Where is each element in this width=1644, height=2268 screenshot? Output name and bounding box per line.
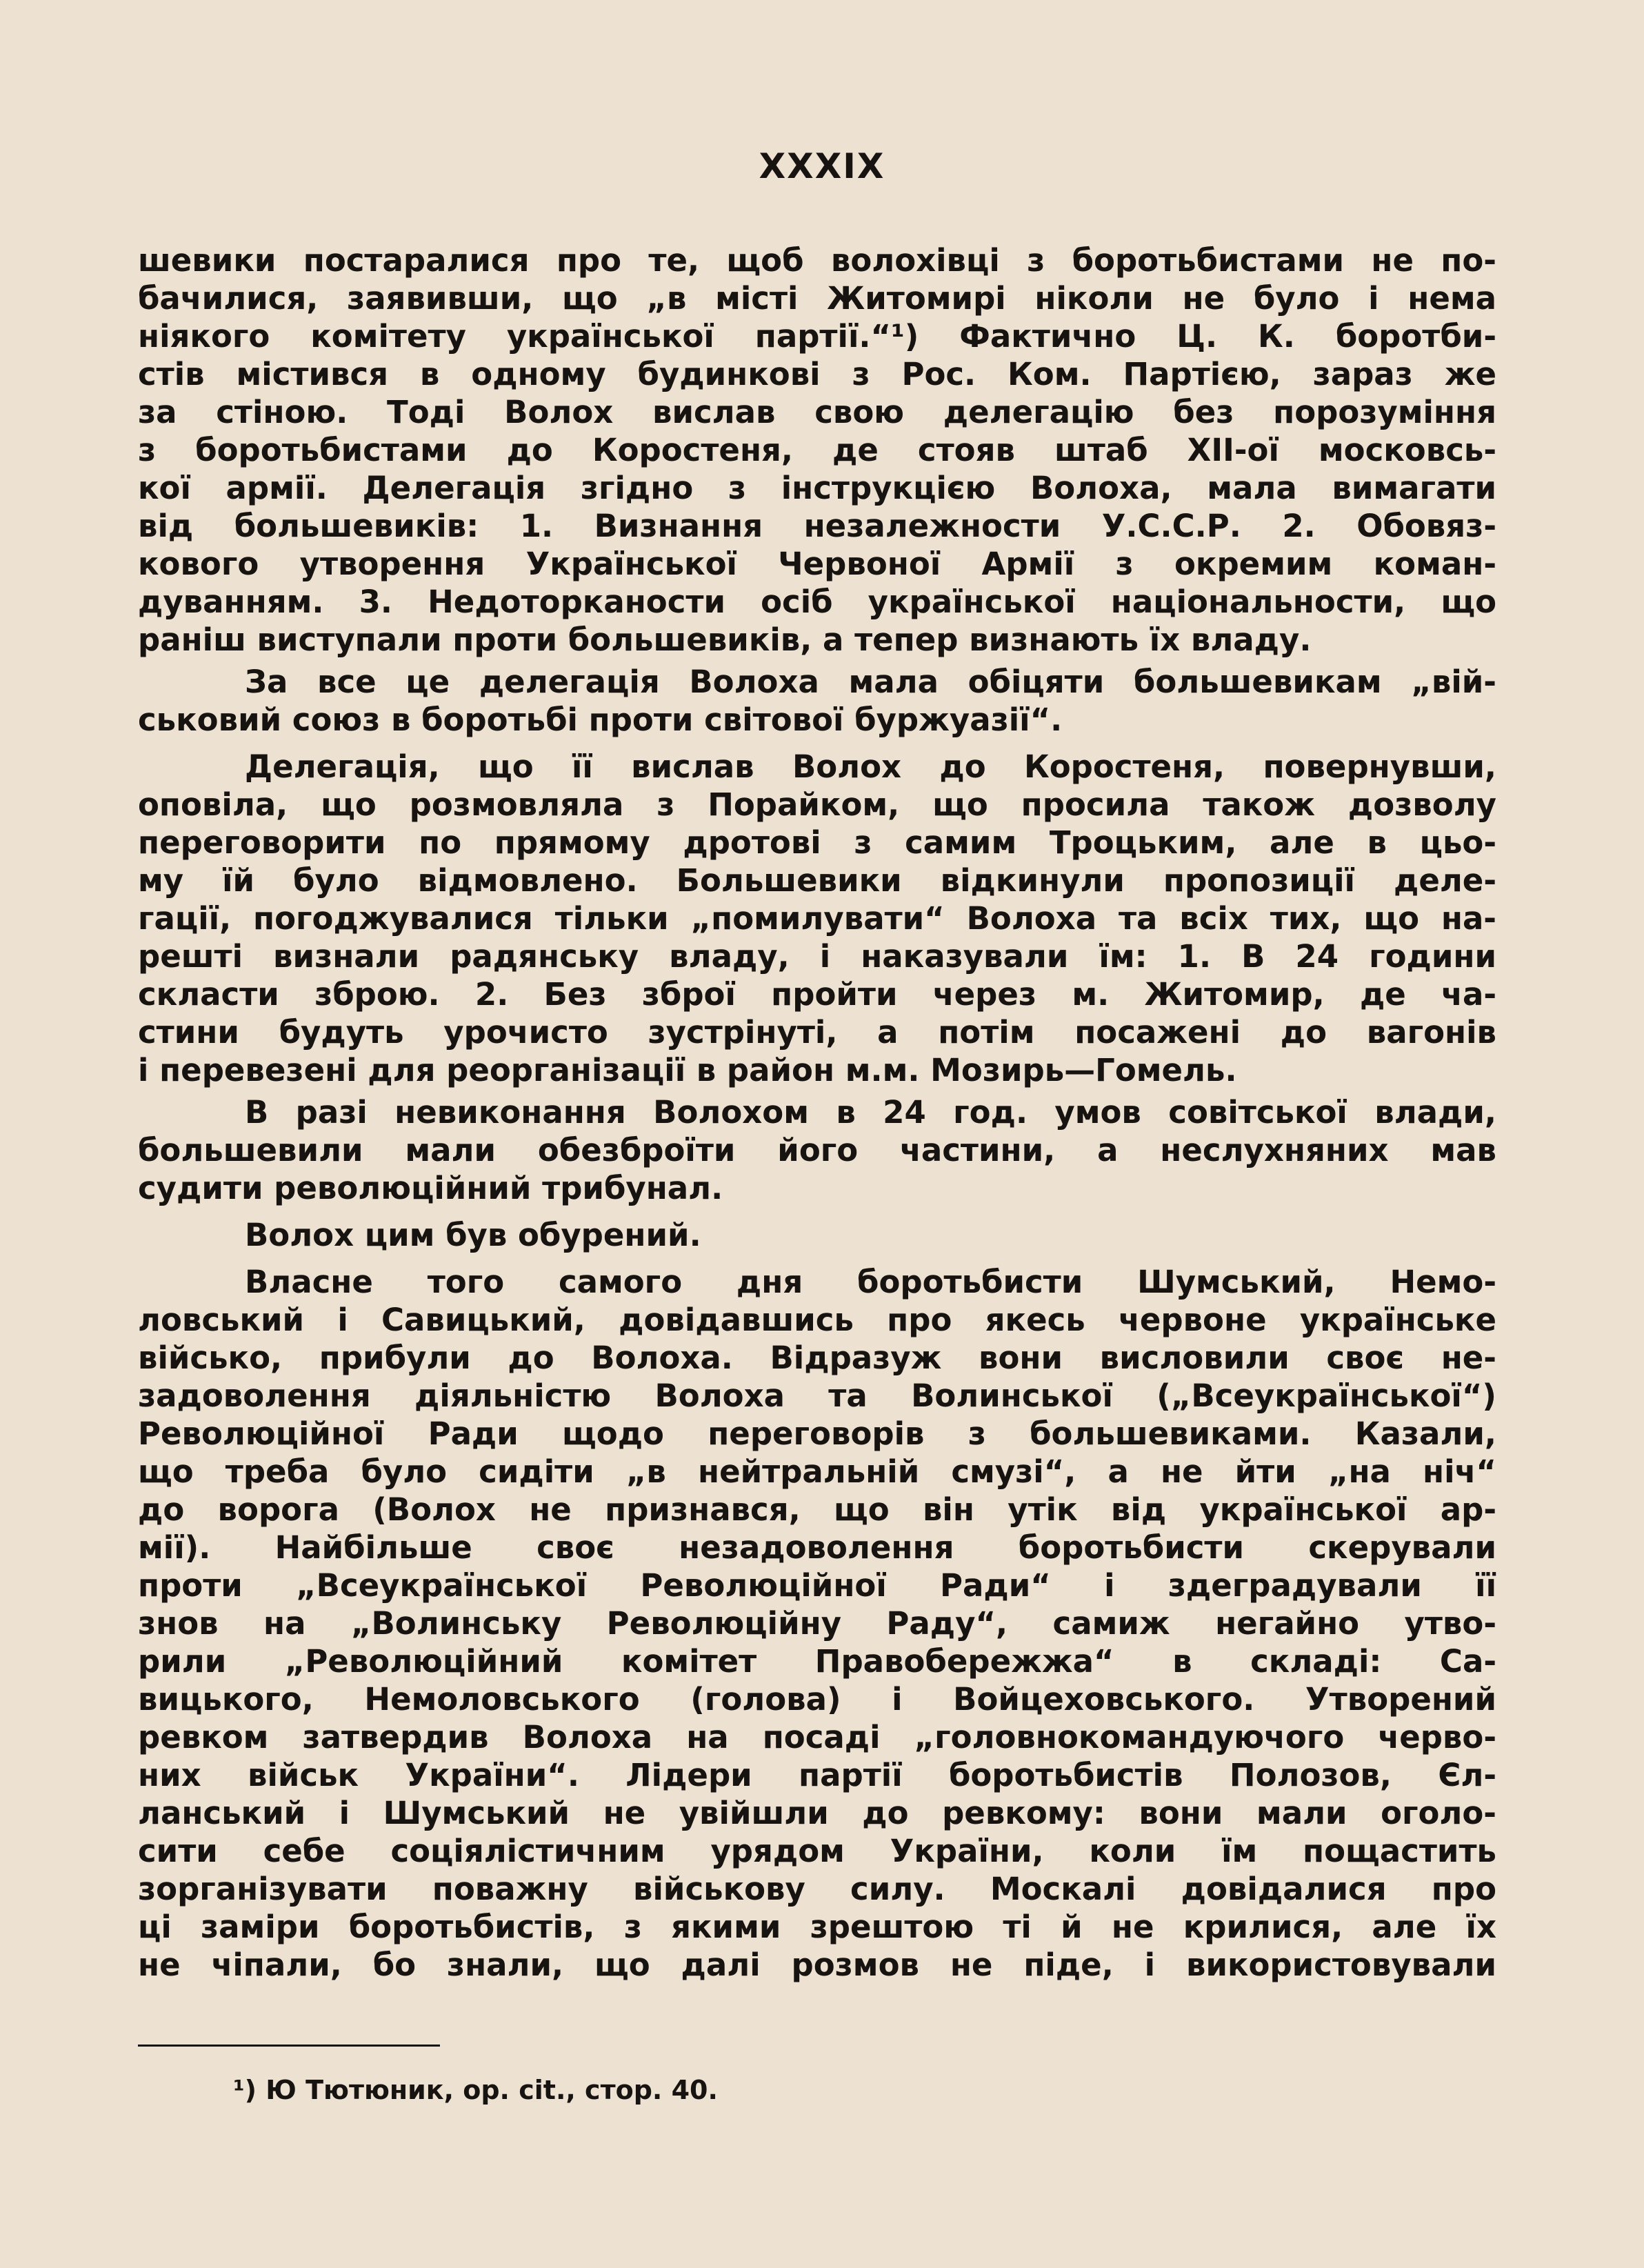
text-line: скласти зброю. 2. Без зброї пройти через м. Житомир, де ча-	[138, 976, 1496, 1013]
text-line: оповіла, що розмовляла з Порайком, що просила також дозволу	[138, 786, 1496, 823]
paragraph	[138, 1093, 1496, 1207]
text-line: раніш виступали проти большевиків, а тепер визнають їх владу.	[138, 621, 1312, 658]
text-line: від большевиків: 1. Визнання незалежности У.С.С.Р. 2. Обовяз-	[138, 508, 1496, 544]
text-line: проти „Всеукраїнської Революційної Ради“ і здеградували її	[138, 1567, 1496, 1604]
text-line: му їй було відмовлено. Большевики відкинули пропозиції деле-	[138, 862, 1496, 899]
paragraph	[138, 1263, 1496, 1984]
text-line: кового утворення Української Червоної Армії з окремим коман-	[138, 546, 1496, 582]
text-line: ревком затвердив Волоха на посаді „головнокомандуючого черво-	[138, 1719, 1496, 1755]
text-line: знов на „Волинську Революційну Раду“, самиж негайно утво-	[138, 1605, 1496, 1642]
footnote-divider	[138, 2045, 440, 2047]
text-line: що треба було сидіти „в нейтральній смузі“, а не йти „на ніч“	[138, 1453, 1496, 1490]
text-line: гації, погоджувалися тільки „помилувати“ Волоха та всіх тих, що на-	[138, 900, 1496, 937]
text-line: сити себе соціялістичним урядом України, коли їм пощастить	[138, 1833, 1496, 1869]
body-text	[138, 241, 1496, 1984]
text-line: судити революційний трибунал.	[138, 1170, 723, 1206]
text-line: За все це делегація Волоха мала обіцяти большевикам „вій-	[245, 664, 1496, 700]
text-line: ніякого комітету української партії.“¹) Фактично Ц. К. боротби-	[138, 318, 1496, 355]
text-line: не чіпали, бо знали, що далі розмов не піде, і використовували	[138, 1947, 1496, 1983]
text-line: рили „Революційний комітет Правобережжа“ в складі: Са-	[138, 1643, 1496, 1680]
paragraph	[138, 663, 1496, 739]
page-number: XXXIX	[759, 146, 885, 186]
text-line: ловський і Савицький, довідавшись про якесь червоне українське	[138, 1302, 1496, 1338]
text-line: до ворога (Волох не признався, що він утік від української ар-	[138, 1491, 1496, 1528]
text-line: стини будуть урочисто зустрінуті, а потім посажені до вагонів	[138, 1014, 1496, 1051]
footnote	[233, 2069, 718, 2111]
text-line: дуванням. 3. Недоторканости осіб української національности, що	[138, 584, 1496, 620]
text-line: стів містився в одному будинкові з Рос. Ком. Партією, зараз же	[138, 356, 1496, 392]
text-line: зорганізувати поважну військову силу. Москалі довідалися про	[138, 1871, 1496, 1907]
text-line: ці заміри боротьбистів, з якими зрештою ті й не крилися, але їх	[138, 1909, 1496, 1945]
footnote-marker: ¹)	[233, 2075, 257, 2105]
text-line: большевили мали обезброїти його частини, а неслухняних мав	[138, 1132, 1496, 1168]
text-line: решті визнали радянську владу, і наказували їм: 1. В 24 години	[138, 938, 1496, 975]
text-line: Волох цим був обурений.	[245, 1217, 701, 1253]
text-line: задоволення діяльністю Волоха та Волинської („Всеукраїнської“)	[138, 1377, 1496, 1414]
text-line: ськовий союз в боротьбі проти світової буржуазії“.	[138, 702, 1063, 738]
text-line: вицького, Немоловського (голова) і Войцеховського. Утворений	[138, 1681, 1496, 1718]
paragraph	[138, 1216, 1496, 1254]
text-line: переговорити по прямому дротові з самим Троцьким, але в цьо-	[138, 824, 1496, 861]
text-line: шевики постаралися про те, щоб волохівці з боротьбистами не по-	[138, 242, 1496, 279]
text-line: за стіною. Тоді Волох вислав свою делегацію без порозуміння	[138, 394, 1496, 430]
text-line: військо, прибули до Волоха. Відразуж вони висловили своє не-	[138, 1340, 1496, 1376]
text-line: Делегація, що її вислав Волох до Коростеня, повернувши,	[245, 748, 1496, 785]
text-line: Революційної Ради щодо переговорів з большевиками. Казали,	[138, 1415, 1496, 1452]
text-line: Власне того самого дня боротьбисти Шумський, Немо-	[245, 1264, 1496, 1300]
text-line: ланський і Шумський не увійшли до ревкому: вони мали оголо-	[138, 1795, 1496, 1831]
footnote-text: Ю Тютюник, ор. cit., стор. 40.	[265, 2075, 718, 2105]
text-line: і перевезені для реорганізації в район м.м. Мозирь—Гомель.	[138, 1052, 1237, 1088]
text-line: кої армії. Делегація згідно з інструкцією Волоха, мала вимагати	[138, 470, 1496, 506]
paragraph	[138, 241, 1496, 659]
text-line: них військ України“. Лідери партії боротьбистів Полозов, Єл-	[138, 1757, 1496, 1793]
text-line: В разі невиконання Волохом в 24 год. умов совітської влади,	[245, 1094, 1496, 1131]
text-line: з боротьбистами до Коростеня, де стояв штаб XII-ої московсь-	[138, 432, 1496, 468]
text-line: бачилися, заявивши, що „в місті Житомирі ніколи не було і нема	[138, 280, 1496, 317]
text-line: мії). Найбільше своє незадоволення боротьбисти скерували	[138, 1529, 1496, 1566]
paragraph	[138, 748, 1496, 1089]
